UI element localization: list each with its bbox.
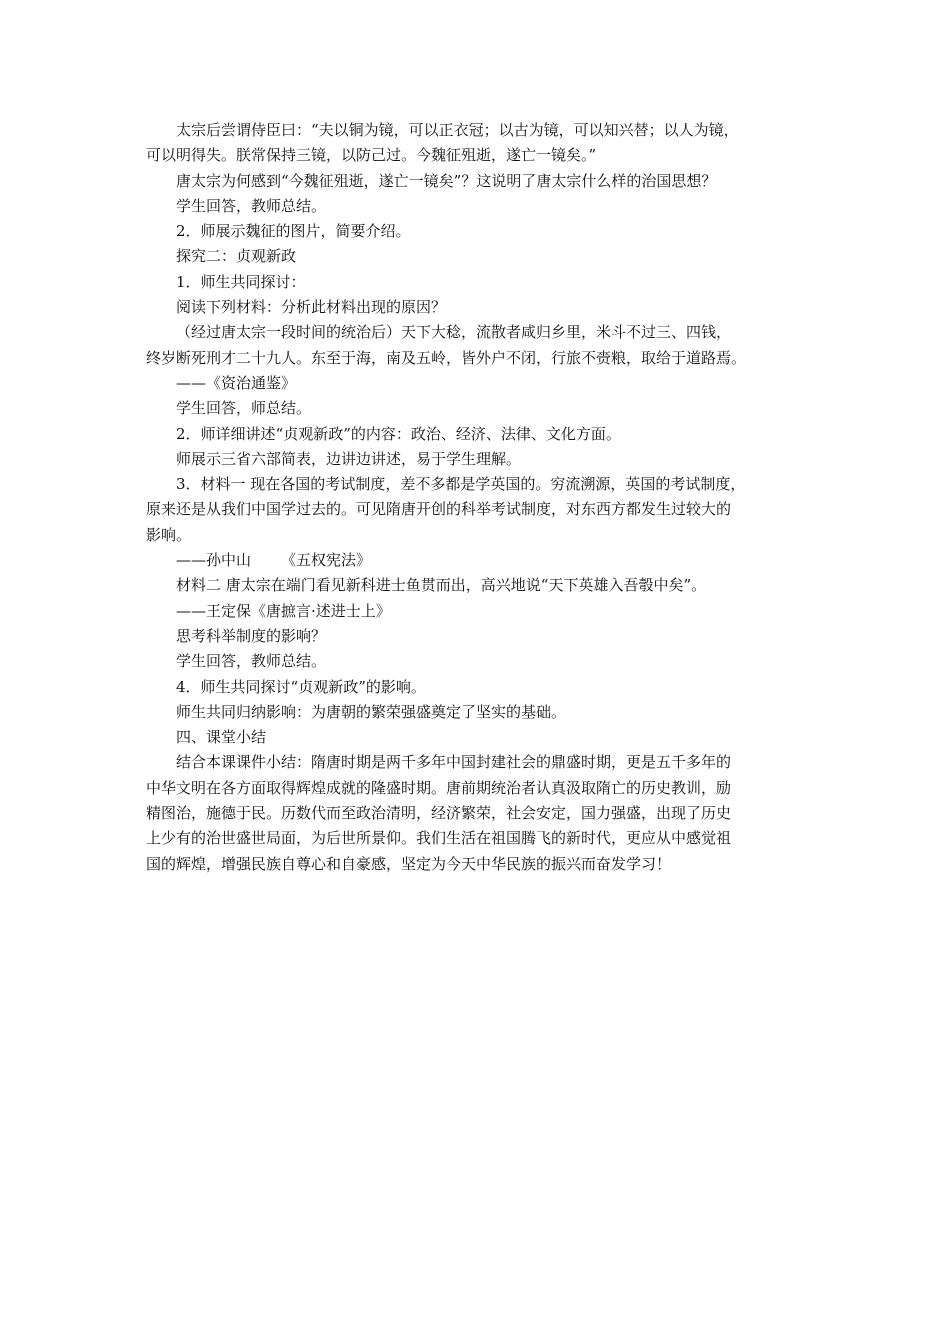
material-line: 影响。	[146, 525, 192, 544]
material-line: 原来还是从我们中国学过去的。可见隋唐开创的科举考试制度，对东西方都发生过较大的	[146, 500, 732, 519]
text-line: 师展示三省六部简表，边讲边讲述，易于学生理解。	[176, 449, 522, 468]
text-line: 学生回答，师总结。	[176, 399, 312, 418]
citation-work: 《五权宪法》	[281, 551, 372, 570]
question-line: 思考科举制度的影响？	[176, 626, 327, 645]
question-line: 唐太宗为何感到“今魏征殂逝，遂亡一镜矣”？这说明了唐太宗什么样的治国思想？	[176, 171, 717, 190]
question-line: 阅读下列材料：分析此材料出现的原因？	[176, 298, 447, 317]
summary-line: 上少有的治世盛世局面，为后世所景仰。我们生活在祖国腾飞的新时代，更应从中感觉祖	[146, 829, 732, 848]
text-line: 可以明得失。朕常保持三镜，以防己过。今魏征殂逝，遂亡一镜矣。”	[146, 146, 597, 165]
citation-line	[146, 548, 826, 573]
summary-line: 精图治，施德于民。历数代而至政治清明，经济繁荣，社会安定，国力强盛，出现了历史	[146, 804, 732, 823]
section-heading: 探究二：贞观新政	[176, 247, 297, 266]
citation-author: ——孙中山	[176, 551, 252, 570]
text-line: 师生共同归纳影响：为唐朝的繁荣强盛奠定了坚实的基础。	[176, 702, 567, 721]
step-line: 1．师生共同探讨：	[176, 272, 306, 291]
material-line: 材料二 唐太宗在端门看见新科进士鱼贯而出，高兴地说“天下英雄入吾彀中矣”。	[176, 576, 707, 595]
citation-line: ——王定保《唐摭言·述进士上》	[176, 601, 391, 620]
summary-line: 结合本课课件小结：隋唐时期是两千多年中国封建社会的鼎盛时期，更是五千多年的	[176, 753, 732, 772]
step-line: 4．师生共同探讨“贞观新政”的影响。	[176, 677, 426, 696]
text-line: 太宗后尝谓侍臣曰：“夫以铜为镜，可以正衣冠；以古为镜，可以知兴替；以人为镜，	[176, 121, 739, 139]
text-line: 学生回答，教师总结。	[176, 196, 327, 215]
step-line: 2．师详细讲述“贞观新政”的内容：政治、经济、法律、文化方面。	[176, 424, 621, 443]
material-line: 3．材料一 现在各国的考试制度，差不多都是学英国的。穷流溯源，英国的考试制度，	[176, 475, 746, 494]
summary-line: 国的辉煌，增强民族自尊心和自豪感，坚定为今天中华民族的振兴而奋发学习！	[146, 854, 672, 873]
text-line: 学生回答，教师总结。	[176, 652, 327, 671]
step-line: 2．师展示魏征的图片，简要介绍。	[176, 222, 411, 241]
summary-line: 中华文明在各方面取得辉煌成就的隆盛时期。唐前期统治者认真汲取隋亡的历史教训，励	[146, 778, 732, 797]
quote-line: （经过唐太宗一段时间的统治后）天下大稔，流散者咸归乡里，米斗不过三、四钱，	[176, 323, 732, 342]
document-body	[146, 118, 826, 877]
section-heading: 四、课堂小结	[176, 728, 267, 747]
citation-line: ——《资治通鉴》	[176, 373, 297, 392]
quote-line: 终岁断死刑才二十九人。东至于海，南及五岭，皆外户不闭，行旅不赍粮，取给于道路焉。	[146, 348, 747, 367]
